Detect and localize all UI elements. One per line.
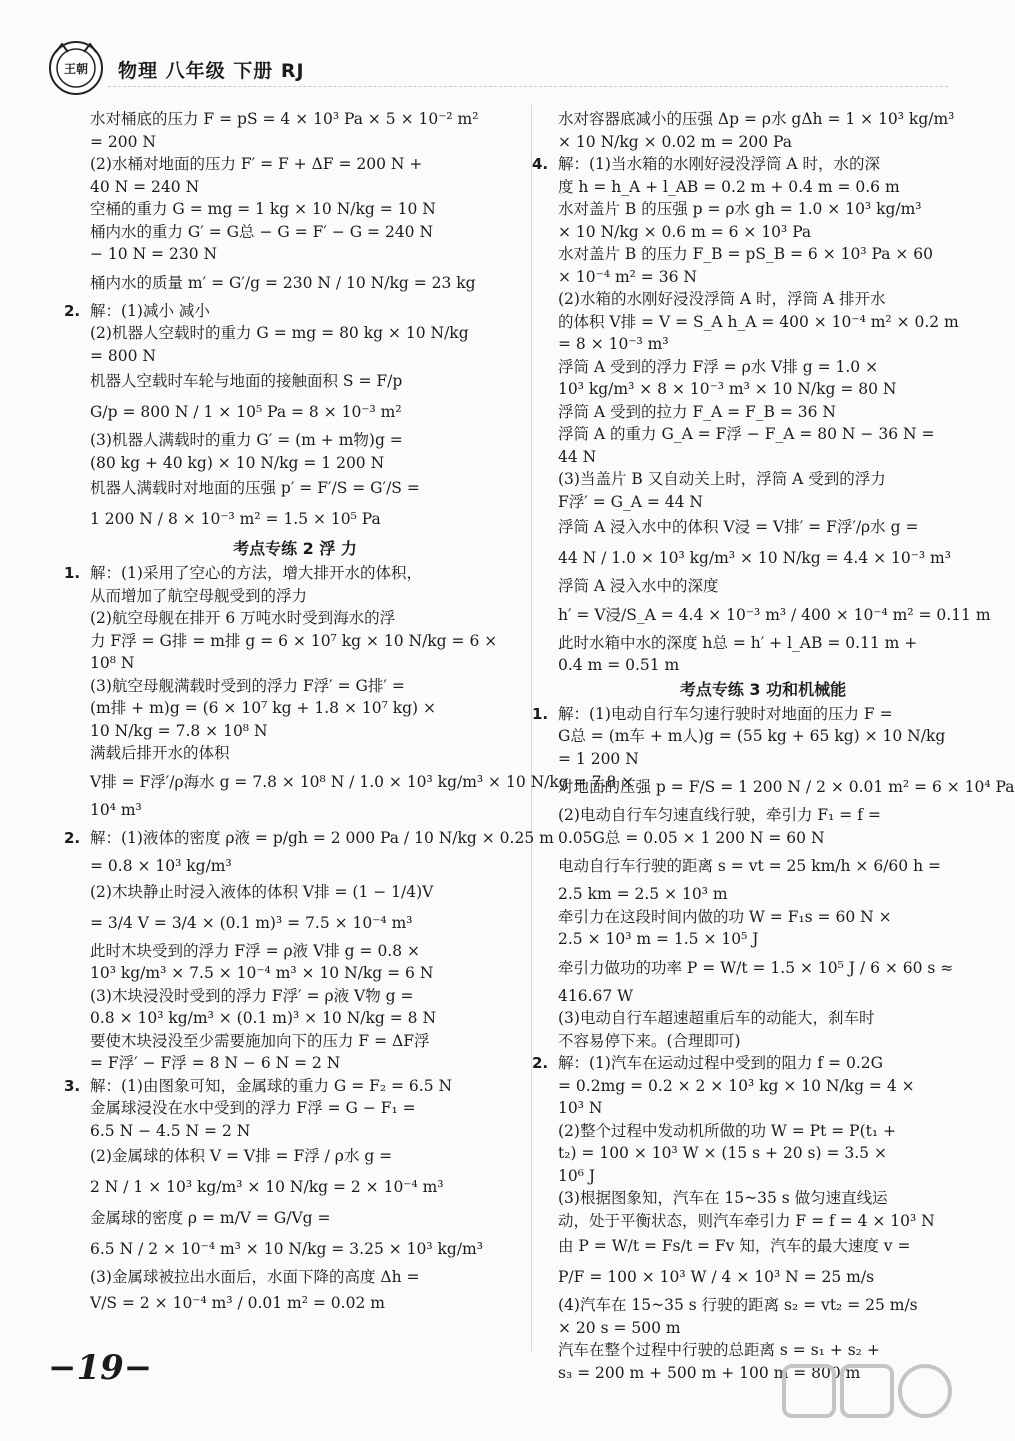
problem-number: 4. <box>532 155 549 173</box>
solution-line <box>532 1052 968 1075</box>
solution-line <box>90 108 500 131</box>
solution-line <box>90 1232 500 1266</box>
problem-number: 2. <box>64 301 81 320</box>
book-title: 物理 八年级 下册 RJ <box>118 60 305 82</box>
line-text: 44 N / 1.0 × 10³ kg/m³ × 10 N/kg = 4.4 × 10⁻³ m³ <box>558 549 951 567</box>
solution-line <box>558 491 968 514</box>
solution-line <box>532 153 968 176</box>
line-text: = 0.2mg = 0.2 × 2 × 10³ kg × 10 N/kg = 4 × <box>558 1076 915 1095</box>
line-text: 10⁶ J <box>558 1166 596 1185</box>
line-text: 浮筒 A 浸入水中的体积 V浸 = V排′ = F浮′/ρ水 g = <box>558 518 919 536</box>
line-text: 金属球的密度 ρ = m/V = G/Vg = <box>90 1209 331 1227</box>
solution-line <box>558 1165 968 1188</box>
line-text: V/S = 2 × 10⁻⁴ m³ / 0.01 m² = 0.02 m <box>90 1293 385 1312</box>
line-text: (2)木块静止时浸入液体的体积 V排 = (1 − 1/4)V <box>90 882 434 901</box>
solution-line <box>90 176 500 199</box>
line-text: 对地面的压强 p = F/S = 1 200 N / 2 × 0.01 m² = 6 × 10⁴ Pa <box>558 778 1015 796</box>
solution-line <box>90 395 500 429</box>
line-text: 牵引力在这段时间内做的功 W = F₁s = 60 N × <box>558 907 892 926</box>
line-text: 汽车在整个过程中行驶的总距离 s = s₁ + s₂ + <box>558 1341 880 1359</box>
solution-line <box>90 985 500 1008</box>
solution-line <box>558 1120 968 1143</box>
line-text: 解：(1)采用了空心的方法，增大排开水的体积， <box>90 564 422 582</box>
solution-line <box>90 243 500 266</box>
line-text: (80 kg + 40 kg) × 10 N/kg = 1 200 N <box>90 453 385 472</box>
line-text: × 10 N/kg × 0.6 m = 6 × 10³ Pa <box>558 222 812 241</box>
line-text: 44 N <box>558 447 597 466</box>
svg-text:王朝: 王朝 <box>63 62 89 76</box>
line-text: 1 200 N / 8 × 10⁻³ m² = 1.5 × 10⁵ Pa <box>90 510 381 528</box>
solution-line <box>90 675 500 698</box>
solution-line <box>90 131 500 154</box>
solution-line <box>558 288 968 311</box>
line-text: 动，处于平衡状态，则汽车牵引力 F = f = 4 × 10³ N <box>558 1211 935 1230</box>
line-text: 机器人满载时对地面的压强 p′ = F′/S = G′/S = <box>90 479 420 497</box>
solution-line <box>558 654 968 677</box>
solution-line <box>558 401 968 424</box>
line-text: (2)水箱的水刚好浸没浮筒 A 时，浮筒 A 排开水 <box>558 290 886 308</box>
solution-line <box>558 198 968 221</box>
line-text: 水对容器底减小的压强 Δp = ρ水 gΔh = 1 × 10³ kg/m³ <box>558 110 955 128</box>
line-text: = 8 × 10⁻³ m³ <box>558 335 669 353</box>
line-text: (3)当盖片 B 又自动关上时，浮筒 A 受到的浮力 <box>558 470 886 488</box>
solution-line <box>90 652 500 675</box>
page-header <box>48 40 948 100</box>
solution-line <box>90 1097 500 1120</box>
page-number: −19− <box>48 1348 153 1388</box>
line-text: 0.4 m = 0.51 m <box>558 656 680 674</box>
line-text: 10³ kg/m³ × 8 × 10⁻³ m³ × 10 N/kg = 80 N <box>558 380 897 398</box>
line-text: (2)航空母舰在排开 6 万吨水时受到海水的浮 <box>90 609 396 627</box>
solution-line <box>558 1294 968 1317</box>
solution-line <box>90 720 500 743</box>
solution-line <box>90 630 500 653</box>
solution-line <box>558 1317 968 1340</box>
line-text: 要使木块浸没至少需要施加向下的压力 F = ΔF浮 <box>90 1031 430 1050</box>
solution-line <box>558 575 968 598</box>
solution-line <box>64 562 500 585</box>
solution-line <box>558 131 968 154</box>
solution-line <box>90 962 500 985</box>
solution-line <box>558 827 968 850</box>
line-text: = 1 200 N <box>558 749 639 768</box>
solution-line <box>558 928 968 951</box>
solution-line <box>90 878 500 906</box>
line-text: 桶内水的质量 m′ = G′/g = 230 N / 10 N/kg = 23 kg <box>90 273 476 292</box>
line-text: (3)航空母舰满载时受到的浮力 F浮′ = G排′ = <box>90 676 405 695</box>
line-text: = 3/4 V = 3/4 × (0.1 m)³ = 7.5 × 10⁻⁴ m³ <box>90 913 413 932</box>
line-text: 此时水箱中水的深度 h总 = h′ + l_AB = 0.11 m + <box>558 633 918 652</box>
problem-number: 2. <box>64 829 81 847</box>
line-text: 水对盖片 B 的压强 p = ρ水 gh = 1.0 × 10³ kg/m³ <box>558 200 922 218</box>
solution-line <box>558 1339 968 1362</box>
line-text: (2)机器人空载时的重力 G = mg = 80 kg × 10 N/kg <box>90 324 469 342</box>
line-text: 度 h = h_A + l_AB = 0.2 m + 0.4 m = 0.6 m <box>558 177 900 196</box>
solution-line <box>558 423 968 446</box>
solution-line <box>90 1170 500 1204</box>
solution-line <box>64 300 500 323</box>
line-text: 10³ kg/m³ × 7.5 × 10⁻⁴ m³ × 10 N/kg = 6 N <box>90 964 434 982</box>
line-text: (m排 + m)g = (6 × 10⁷ kg + 1.8 × 10⁷ kg) × <box>90 699 436 717</box>
line-text: 2.5 × 10³ m = 1.5 × 10⁵ J <box>558 930 759 948</box>
problem-number: 2. <box>532 1054 549 1072</box>
solution-line <box>90 585 500 608</box>
solution-line <box>532 703 968 726</box>
solution-line <box>558 748 968 771</box>
solution-line <box>558 804 968 827</box>
line-text: (3)机器人满载时的重力 G′ = (m + m物)g = <box>90 431 403 449</box>
solution-line <box>558 221 968 244</box>
line-text: 电动自行车行驶的距离 s = vt = 25 km/h × 6/60 h = <box>558 857 941 875</box>
line-text: V排 = F浮′/ρ海水 g = 7.8 × 10⁸ N / 1.0 × 10³ kg/m³ × 10 N/kg = 7.8 × <box>90 772 635 791</box>
problem-number: 1. <box>532 704 549 723</box>
line-text: (3)根据图象知，汽车在 15~35 s 做匀速直线运 <box>558 1189 888 1207</box>
line-text: 空桶的重力 G = mg = 1 kg × 10 N/kg = 10 N <box>90 200 436 218</box>
line-text: (2)整个过程中发动机所做的功 W = Pt = P(t₁ + <box>558 1121 896 1140</box>
solution-line <box>90 474 500 502</box>
solution-line <box>558 725 968 748</box>
solution-line <box>90 429 500 452</box>
section-heading: 考点专练 3 功和机械能 <box>679 679 847 699</box>
line-text: 浮筒 A 受到的拉力 F_A = F_B = 36 N <box>558 402 836 421</box>
problem-number: 1. <box>64 564 81 582</box>
line-text: (3)木块浸没时受到的浮力 F浮′ = ρ液 V物 g = <box>90 986 414 1005</box>
solution-line <box>90 367 500 395</box>
solution-line <box>90 452 500 475</box>
line-text: 浮筒 A 浸入水中的深度 <box>558 577 719 595</box>
line-text: (4)汽车在 15~35 s 行驶的距离 s₂ = vt₂ = 25 m/s <box>558 1296 918 1314</box>
line-text: 浮筒 A 的重力 G_A = F浮 − F_A = 80 N − 36 N = <box>558 425 935 443</box>
line-text: = 200 N <box>90 132 156 151</box>
line-text: 解：(1)当水箱的水刚好浸没浮筒 A 时，水的深 <box>558 155 881 173</box>
line-text: 解：(1)汽车在运动过程中受到的阻力 f = 0.2G <box>558 1054 883 1072</box>
line-text: 解：(1)由图象可知，金属球的重力 G = F₂ = 6.5 N <box>90 1076 453 1095</box>
line-text: (3)金属球被拉出水面后，水面下降的高度 Δh = <box>90 1268 420 1286</box>
line-text: 6.5 N − 4.5 N = 2 N <box>90 1121 251 1140</box>
solution-line <box>558 333 968 356</box>
line-text: 416.67 W <box>558 986 634 1005</box>
solution-line <box>558 356 968 379</box>
line-text: × 10⁻⁴ m² = 36 N <box>558 267 697 286</box>
solution-line <box>558 266 968 289</box>
solution-line <box>558 1097 968 1120</box>
solution-line <box>90 940 500 963</box>
line-text: 解：(1)电动自行车匀速行驶时对地面的压力 F = <box>558 704 893 723</box>
solution-line <box>90 198 500 221</box>
problem-number: 3. <box>64 1076 81 1095</box>
line-text: G总 = (m车 + m人)g = (55 kg + 65 kg) × 10 N/kg <box>558 727 946 745</box>
solution-line <box>558 1232 968 1260</box>
line-text: (2)金属球的体积 V = V排 = F浮 / ρ水 g = <box>90 1147 393 1165</box>
solution-line <box>558 632 968 655</box>
line-text: 解：(1)减小 减小 <box>90 301 210 320</box>
line-text: (2)电动自行车匀速直线行驶，牵引力 F₁ = f = <box>558 806 881 824</box>
line-text: 水对盖片 B 的压力 F_B = pS_B = 6 × 10³ Pa × 60 <box>558 245 934 263</box>
solution-line <box>558 108 968 131</box>
line-text: 0.05G总 = 0.05 × 1 200 N = 60 N <box>558 828 825 847</box>
solution-line <box>558 1007 968 1030</box>
line-text: = 0.8 × 10³ kg/m³ <box>90 857 232 875</box>
line-text: 不容易停下来。(合理即可) <box>558 1031 741 1050</box>
solution-line <box>558 243 968 266</box>
section-heading: 考点专练 2 浮 力 <box>233 539 357 558</box>
line-text: P/F = 100 × 10³ W / 4 × 10³ N = 25 m/s <box>558 1268 875 1286</box>
line-text: × 10 N/kg × 0.02 m = 200 Pa <box>558 132 792 151</box>
line-text: 浮筒 A 受到的浮力 F浮 = ρ水 V排 g = 1.0 × <box>558 357 879 376</box>
line-text: 金属球浸没在水中受到的浮力 F浮 = G − F₁ = <box>90 1099 416 1117</box>
solution-line <box>90 502 500 536</box>
line-text: = 800 N <box>90 346 156 365</box>
line-text: × 20 s = 500 m <box>558 1318 681 1337</box>
solution-line <box>558 770 1015 804</box>
solution-line <box>90 1120 500 1143</box>
solution-line <box>558 378 968 401</box>
line-text: 解：(1)液体的密度 ρ液 = p/gh = 2 000 Pa / 10 N/kg × 0.25 m <box>90 829 554 847</box>
line-text: 此时木块受到的浮力 F浮 = ρ液 V排 g = 0.8 × <box>90 941 421 960</box>
solution-line <box>558 849 968 883</box>
solution-line <box>90 1204 500 1232</box>
line-text: 的体积 V排 = V = S_A h_A = 400 × 10⁻⁴ m² × 0.2 m <box>558 312 959 331</box>
solution-line <box>90 1052 500 1075</box>
solution-line <box>558 985 968 1008</box>
header-divider <box>108 86 948 87</box>
line-text: 0.8 × 10³ kg/m³ × (0.1 m)³ × 10 N/kg = 8 N <box>90 1009 437 1027</box>
publisher-logo-icon <box>48 40 104 96</box>
line-text: (3)电动自行车超速超重后车的动能大，刹车时 <box>558 1009 875 1027</box>
line-text: 2.5 km = 2.5 × 10³ m <box>558 885 728 903</box>
line-text: 6.5 N / 2 × 10⁻⁴ m³ × 10 N/kg = 3.25 × 10³ kg/m³ <box>90 1240 483 1258</box>
solution-line <box>90 607 500 630</box>
line-text: 水对桶底的压力 F = pS = 4 × 10³ Pa × 5 × 10⁻² m² <box>90 110 479 128</box>
line-text: − 10 N = 230 N <box>90 245 218 263</box>
solution-line <box>90 1007 500 1030</box>
solution-line <box>558 1187 968 1210</box>
solution-line <box>558 176 968 199</box>
line-text: s₃ = 200 m + 500 m + 100 m = 800 m <box>558 1363 861 1382</box>
column-divider <box>531 105 532 1351</box>
solution-line <box>90 322 500 345</box>
solution-line <box>90 266 500 300</box>
line-text: t₂) = 100 × 10³ W × (15 s + 20 s) = 3.5 × <box>558 1144 887 1162</box>
solution-line <box>90 906 500 940</box>
line-text: 10⁴ m³ <box>90 800 142 819</box>
line-text: 2 N / 1 × 10³ kg/m³ × 10 N/kg = 2 × 10⁻⁴ m³ <box>90 1178 444 1196</box>
watermark-logo-icon <box>780 1360 960 1430</box>
line-text: G/p = 800 N / 1 × 10⁵ Pa = 8 × 10⁻³ m² <box>90 403 402 421</box>
solution-line <box>558 1210 968 1233</box>
solution-line <box>558 513 968 541</box>
solution-line <box>558 1030 968 1053</box>
line-text: 牵引力做功的功率 P = W/t = 1.5 × 10⁵ J / 6 × 60 s ≈ <box>558 958 954 977</box>
solution-line <box>90 855 500 878</box>
solution-line <box>90 345 500 368</box>
solution-line <box>90 765 635 799</box>
solution-line <box>90 221 500 244</box>
solution-line <box>558 951 968 985</box>
solution-line <box>558 468 968 491</box>
solution-line <box>90 799 500 822</box>
solution-line <box>90 153 500 176</box>
line-text: 满载后排开水的体积 <box>90 744 230 762</box>
solution-line <box>558 883 968 906</box>
solution-line <box>558 311 968 334</box>
line-text: 力 F浮 = G排 = m排 g = 6 × 10⁷ kg × 10 N/kg = 6 × <box>90 631 498 650</box>
line-text: 由 P = W/t = Fs/t = Fv 知，汽车的最大速度 v = <box>558 1237 911 1255</box>
line-text: h′ = V浸/S_A = 4.4 × 10⁻³ m³ / 400 × 10⁻⁴ m² = 0.11 m <box>558 605 991 624</box>
solution-line <box>64 1075 500 1098</box>
solution-line <box>90 742 500 765</box>
solution-line <box>558 1142 968 1165</box>
solution-line <box>558 598 991 632</box>
line-text: 10⁸ N <box>90 654 135 672</box>
solution-line <box>90 1289 500 1317</box>
right-column <box>532 108 1015 1384</box>
solution-line <box>558 446 968 469</box>
line-text: (2)水桶对地面的压力 F′ = F + ΔF = 200 N + <box>90 155 423 173</box>
solution-line <box>558 1260 968 1294</box>
solution-line <box>558 541 968 575</box>
solution-line <box>90 1142 500 1170</box>
line-text: 10 N/kg = 7.8 × 10⁸ N <box>90 721 268 740</box>
solution-line <box>90 697 500 720</box>
solution-line <box>90 1030 500 1053</box>
line-text: = F浮′ − F浮 = 8 N − 6 N = 2 N <box>90 1054 341 1072</box>
solution-line <box>90 1266 500 1289</box>
solution-line <box>558 906 968 929</box>
line-text: 10³ N <box>558 1099 603 1117</box>
line-text: 机器人空载时车轮与地面的接触面积 S = F/p <box>90 372 403 390</box>
line-text: 桶内水的重力 G′ = G总 − G = F′ − G = 240 N <box>90 222 434 241</box>
solution-line <box>558 1075 968 1098</box>
line-text: 40 N = 240 N <box>90 177 200 196</box>
line-text: F浮′ = G_A = 44 N <box>558 492 703 511</box>
line-text: 从而增加了航空母舰受到的浮力 <box>90 586 308 605</box>
solution-line <box>64 821 554 855</box>
